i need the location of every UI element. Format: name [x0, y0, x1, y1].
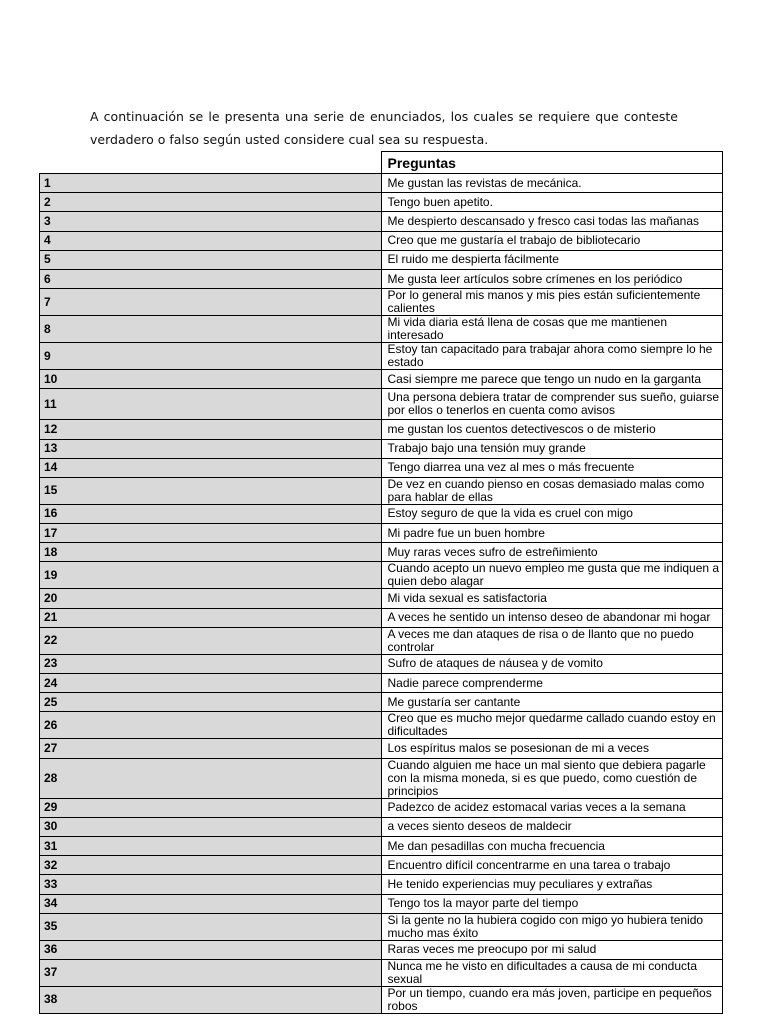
question-number: 6: [40, 269, 382, 288]
question-text: Si la gente no la hubiera cogido con migo yo hubiera tenido mucho mas éxito: [381, 913, 723, 940]
table-row: [40, 250, 723, 269]
question-text: Padezco de acidez estomacal varias veces a la semana: [381, 798, 723, 817]
header-number-cell: [40, 152, 382, 174]
table-header-row: [40, 152, 723, 174]
table-row: [40, 856, 723, 875]
table-row: [40, 986, 723, 1013]
question-number: 15: [40, 477, 382, 504]
table-row: [40, 477, 723, 504]
question-text: Cuando alguien me hace un mal siento que debiera pagarle con la misma moneda, si es que puedo, como cuestión de principios: [381, 758, 723, 798]
question-text: Cuando acepto un nuevo empleo me gusta que me indiquen a quien debo alagar: [381, 562, 723, 589]
question-text: A veces me dan ataques de risa o de llanto que no puedo controlar: [381, 627, 723, 654]
table-row: [40, 316, 723, 343]
question-number: 8: [40, 316, 382, 343]
question-number: 31: [40, 836, 382, 855]
question-text: me gustan los cuentos detectivescos o de misterio: [381, 420, 723, 439]
question-number: 22: [40, 627, 382, 654]
table-row: [40, 589, 723, 608]
table-row: [40, 739, 723, 758]
table-row: [40, 712, 723, 739]
question-number: 25: [40, 693, 382, 712]
table-row: [40, 798, 723, 817]
question-number: 18: [40, 543, 382, 562]
question-text: Casi siempre me parece que tengo un nudo en la garganta: [381, 370, 723, 389]
question-number: 11: [40, 389, 382, 420]
question-number: 19: [40, 562, 382, 589]
table-row: [40, 817, 723, 836]
table-row: [40, 758, 723, 798]
question-text: Los espíritus malos se posesionan de mi a veces: [381, 739, 723, 758]
question-text: a veces siento deseos de maldecir: [381, 817, 723, 836]
table-row: [40, 289, 723, 316]
header-title: Preguntas: [381, 152, 723, 174]
table-row: [40, 524, 723, 543]
table-row: [40, 458, 723, 477]
question-number: 12: [40, 420, 382, 439]
question-text: Me gusta leer artículos sobre crímenes en los periódico: [381, 269, 723, 288]
table-row: [40, 627, 723, 654]
table-row: [40, 420, 723, 439]
question-number: 1: [40, 174, 382, 193]
question-number: 35: [40, 913, 382, 940]
table-row: [40, 174, 723, 193]
table-row: [40, 231, 723, 250]
question-number: 29: [40, 798, 382, 817]
question-number: 32: [40, 856, 382, 875]
question-number: 36: [40, 940, 382, 959]
table-row: [40, 654, 723, 673]
questions-table: [39, 151, 723, 1014]
question-number: 30: [40, 817, 382, 836]
question-text: El ruido me despierta fácilmente: [381, 250, 723, 269]
question-number: 37: [40, 959, 382, 986]
table-row: [40, 608, 723, 627]
table-row: [40, 269, 723, 288]
question-number: 20: [40, 589, 382, 608]
question-number: 4: [40, 231, 382, 250]
question-number: 33: [40, 875, 382, 894]
question-text: Me gustan las revistas de mecánica.: [381, 174, 723, 193]
table-row: [40, 894, 723, 913]
question-number: 21: [40, 608, 382, 627]
question-number: 38: [40, 986, 382, 1013]
question-number: 27: [40, 739, 382, 758]
question-text: Muy raras veces sufro de estreñimiento: [381, 543, 723, 562]
table-row: [40, 343, 723, 370]
table-row: [40, 875, 723, 894]
question-text: Creo que me gustaría el trabajo de bibliotecario: [381, 231, 723, 250]
question-text: Tengo buen apetito.: [381, 193, 723, 212]
question-number: 14: [40, 458, 382, 477]
question-text: Sufro de ataques de náusea y de vomito: [381, 654, 723, 673]
question-text: De vez en cuando pienso en cosas demasiado malas como para hablar de ellas: [381, 477, 723, 504]
question-number: 17: [40, 524, 382, 543]
question-text: Mi vida diaria está llena de cosas que me mantienen interesado: [381, 316, 723, 343]
question-number: 7: [40, 289, 382, 316]
question-text: Trabajo bajo una tensión muy grande: [381, 439, 723, 458]
question-text: Me dan pesadillas con mucha frecuencia: [381, 836, 723, 855]
question-text: Raras veces me preocupo por mi salud: [381, 940, 723, 959]
question-text: Mi padre fue un buen hombre: [381, 524, 723, 543]
question-number: 23: [40, 654, 382, 673]
question-text: Tengo tos la mayor parte del tiempo: [381, 894, 723, 913]
question-number: 34: [40, 894, 382, 913]
table-row: [40, 674, 723, 693]
question-text: Estoy tan capacitado para trabajar ahora como siempre lo he estado: [381, 343, 723, 370]
question-text: Por lo general mis manos y mis pies están suficientemente calientes: [381, 289, 723, 316]
instructions-paragraph: A continuación se le presenta una serie de enunciados, los cuales se requiere que conteste verdadero o falso según usted considere cual sea su respuesta.: [90, 108, 678, 147]
table-row: [40, 439, 723, 458]
table-row: [40, 959, 723, 986]
question-text: Me gustaría ser cantante: [381, 693, 723, 712]
question-number: 26: [40, 712, 382, 739]
table-row: [40, 389, 723, 420]
question-text: Mi vida sexual es satisfactoria: [381, 589, 723, 608]
question-text: Encuentro difícil concentrarme en una tarea o trabajo: [381, 856, 723, 875]
table-row: [40, 193, 723, 212]
question-text: Nunca me he visto en dificultades a causa de mi conducta sexual: [381, 959, 723, 986]
question-text: Tengo diarrea una vez al mes o más frecuente: [381, 458, 723, 477]
table-row: [40, 543, 723, 562]
table-row: [40, 212, 723, 231]
question-text: A veces he sentido un intenso deseo de abandonar mi hogar: [381, 608, 723, 627]
question-number: 28: [40, 758, 382, 798]
question-number: 2: [40, 193, 382, 212]
question-number: 9: [40, 343, 382, 370]
question-number: 5: [40, 250, 382, 269]
question-text: Por un tiempo, cuando era más joven, participe en pequeños robos: [381, 986, 723, 1013]
table-row: [40, 913, 723, 940]
question-number: 13: [40, 439, 382, 458]
table-row: [40, 693, 723, 712]
question-number: 10: [40, 370, 382, 389]
question-text: Creo que es mucho mejor quedarme callado cuando estoy en dificultades: [381, 712, 723, 739]
question-text: Me despierto descansado y fresco casi todas las mañanas: [381, 212, 723, 231]
question-number: 24: [40, 674, 382, 693]
question-text: Estoy seguro de que la vida es cruel con migo: [381, 504, 723, 523]
table-row: [40, 370, 723, 389]
table-row: [40, 836, 723, 855]
table-row: [40, 940, 723, 959]
table-row: [40, 504, 723, 523]
question-text: Nadie parece comprenderme: [381, 674, 723, 693]
question-number: 3: [40, 212, 382, 231]
table-row: [40, 562, 723, 589]
question-text: Una persona debiera tratar de comprender sus sueño, guiarse por ellos o tenerlos en cuenta como avisos: [381, 389, 723, 420]
question-text: He tenido experiencias muy peculiares y extrañas: [381, 875, 723, 894]
question-number: 16: [40, 504, 382, 523]
